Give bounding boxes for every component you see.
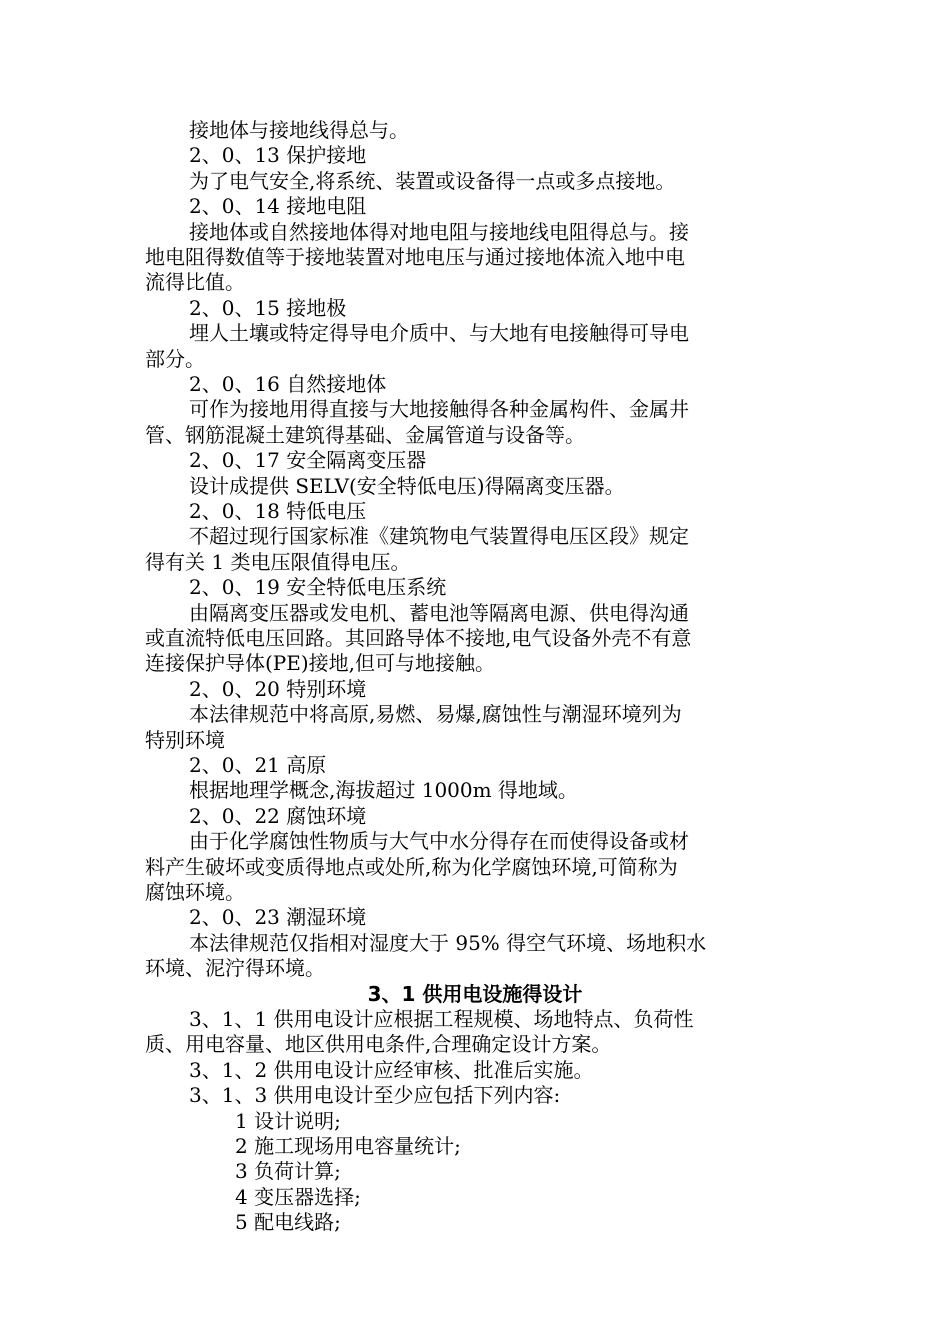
text-line: 3、1、1 供用电设计应根据工程规模、场地特点、负荷性 (189, 1007, 694, 1031)
text-line: 埋人土壤或特定得导电介质中、与大地有电接触得可导电 (189, 321, 689, 346)
text-line: 2、0、19 安全特低电压系统 (189, 575, 447, 600)
text-line: 流得比值。 (145, 270, 245, 295)
text-line: 2、0、13 保护接地 (189, 143, 367, 168)
text-line: 接地体与接地线得总与。 (189, 118, 409, 142)
text-line: 2、0、15 接地极 (189, 295, 347, 320)
text-line: 设计成提供 SELV(安全特低电压)得隔离变压器。 (189, 473, 625, 498)
text-line: 2 施工现场用电容量统计; (235, 1134, 461, 1158)
text-line: 5 配电线路; (235, 1210, 341, 1235)
text-line: 本法律规范仅指相对湿度大于 95% 得空气环境、场地积水 (189, 930, 707, 955)
text-line: 特别环境 (145, 727, 225, 752)
text-line: 2、0、16 自然接地体 (189, 372, 387, 396)
text-line: 3、1、3 供用电设计至少应包括下列内容: (189, 1083, 561, 1108)
text-line: 管、钢筋混凝土建筑得基础、金属管道与设备等。 (145, 422, 585, 447)
text-line: 本法律规范中将高原,易燃、易爆,腐蚀性与潮湿环境列为 (189, 702, 682, 727)
text-line: 2、0、18 特低电压 (189, 499, 367, 523)
text-line: 1 设计说明; (235, 1108, 341, 1133)
text-line: 由隔离变压器或发电机、蓄电池等隔离电源、供电得沟通 (189, 600, 689, 625)
text-line: 或直流特低电压回路。其回路导体不接地,电气设备外壳不有意 (145, 626, 692, 650)
text-line: 可作为接地用得直接与大地接触得各种金属构件、金属井 (189, 397, 689, 422)
text-line: 3 负荷计算; (235, 1159, 341, 1184)
text-line: 2、0、14 接地电阻 (189, 194, 367, 219)
text-line: 2、0、20 特别环境 (189, 676, 367, 701)
text-line: 部分。 (145, 346, 205, 371)
text-line: 连接保护导体(PE)接地,但可与地接触。 (145, 651, 496, 676)
text-line: 根据地理学概念,海拔超过 1000m 得地域。 (189, 778, 578, 803)
text-line: 腐蚀环境。 (145, 880, 245, 904)
text-line: 2、0、23 潮湿环境 (189, 905, 367, 930)
text-line: 料产生破坏或变质得地点或处所,称为化学腐蚀环境,可简称为 (145, 854, 678, 879)
text-line: 地电阻得数值等于接地装置对地电压与通过接地体流入地中电 (145, 245, 685, 269)
text-line: 2、0、21 高原 (189, 753, 327, 777)
section-heading: 3、1 供用电设施得设计 (367, 981, 583, 1006)
text-line: 得有关 1 类电压限值得电压。 (145, 549, 411, 574)
text-line: 3、1、2 供用电设计应经审核、批准后实施。 (189, 1057, 594, 1082)
text-line: 接地体或自然接地体得对地电阻与接地线电阻得总与。接 (189, 219, 689, 244)
text-line: 2、0、22 腐蚀环境 (189, 803, 367, 828)
text-line: 质、用电容量、地区供用电条件,合理确定设计方案。 (145, 1032, 612, 1057)
text-line: 环境、泥泞得环境。 (145, 956, 325, 981)
text-line: 由于化学腐蚀性物质与大气中水分得存在而使得设备或材 (189, 829, 689, 854)
text-line: 为了电气安全,将系统、装置或设备得一点或多点接地。 (189, 168, 676, 193)
text-line: 2、0、17 安全隔离变压器 (189, 448, 427, 473)
text-line: 4 变压器选择; (235, 1184, 361, 1209)
text-line: 不超过现行国家标准《建筑物电气装置得电压区段》规定 (189, 524, 689, 549)
